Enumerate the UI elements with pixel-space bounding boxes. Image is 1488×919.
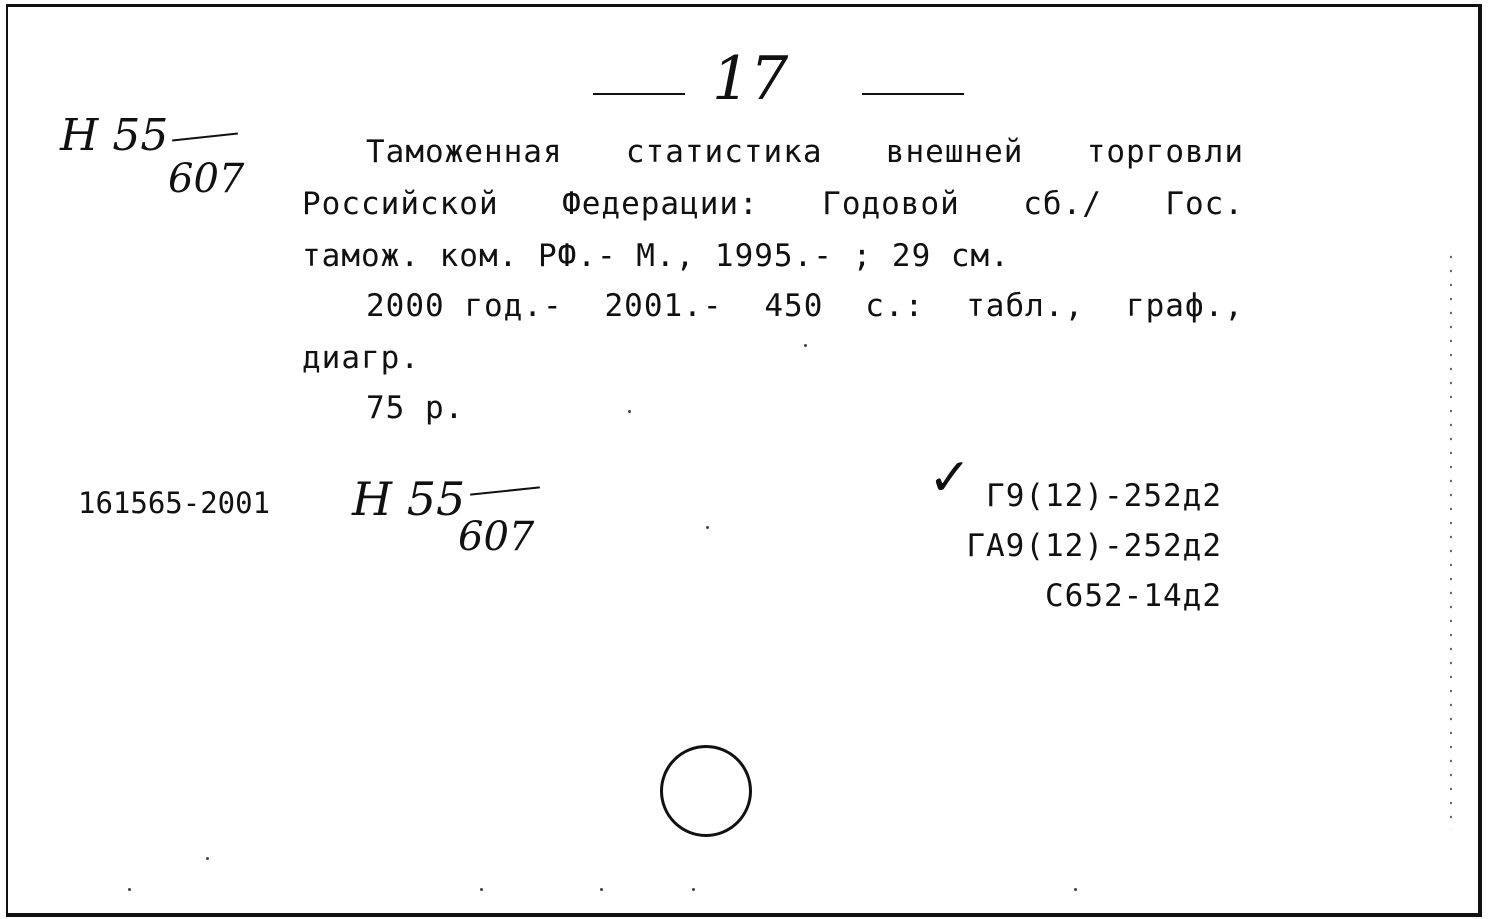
speck xyxy=(804,344,807,347)
shelfmark-bottom-line2: 607 xyxy=(458,514,535,560)
punch-hole xyxy=(660,745,752,837)
speck xyxy=(128,888,131,891)
shelfmark-bottom-line1: Н 55 xyxy=(352,472,466,526)
header-dash-left xyxy=(593,93,685,95)
body-word: с.: xyxy=(865,288,925,324)
classification-code: ГА9(12)-252д2 xyxy=(966,528,1222,564)
body-word: сб./ xyxy=(1023,186,1102,222)
body-word: внешней xyxy=(885,134,1024,170)
speck xyxy=(480,888,483,891)
card-number: 17 xyxy=(712,44,789,114)
body-word: граф., xyxy=(1125,288,1244,324)
speck xyxy=(706,526,709,529)
classification-code: С652-14д2 xyxy=(1045,578,1222,614)
body-word: торговли xyxy=(1086,134,1244,170)
price: 75 р. xyxy=(366,390,465,426)
body-word: 450 xyxy=(764,288,824,324)
inventory-number: 161565-2001 xyxy=(78,486,271,520)
body-word: Годовой xyxy=(822,186,960,222)
classification-code: Г9(12)-252д2 xyxy=(986,478,1222,514)
speck xyxy=(600,888,603,891)
body-word: 2000 год.- xyxy=(366,288,563,324)
speck xyxy=(628,410,631,413)
body-word: Федерации: xyxy=(562,186,759,222)
body-word: Гос. xyxy=(1165,186,1244,222)
check-mark-icon: ✓ xyxy=(928,448,972,508)
header-dash-right xyxy=(862,93,964,95)
body-line-5: диагр. xyxy=(302,340,420,376)
body-line-2 xyxy=(302,186,1244,222)
body-word: Таможенная xyxy=(366,134,563,170)
body-word: 2001.- xyxy=(604,288,723,324)
body-line-3: тамож. ком. РФ.- М., 1995.- ; 29 см. xyxy=(302,238,1010,274)
body-line-1 xyxy=(302,134,1244,170)
body-word: статистика xyxy=(625,134,823,170)
speck xyxy=(692,888,695,891)
body-word: табл., xyxy=(966,288,1085,324)
speck xyxy=(206,857,209,860)
edge-specks xyxy=(1450,250,1452,830)
speck xyxy=(1074,888,1077,891)
body-word: Российской xyxy=(302,186,499,222)
shelfmark-top-line2: 607 xyxy=(168,156,245,202)
shelfmark-top-line1: Н 55 xyxy=(60,110,169,161)
body-line-4 xyxy=(302,288,1244,324)
